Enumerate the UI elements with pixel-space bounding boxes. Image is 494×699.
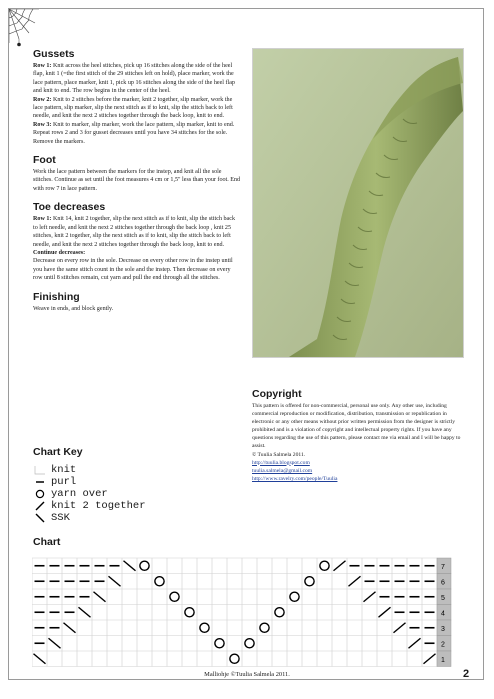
key-label: purl	[51, 476, 77, 488]
gussets-heading: Gussets	[33, 48, 75, 60]
finishing-heading: Finishing	[33, 290, 80, 303]
gussets-text	[33, 62, 241, 146]
yarn-over-mark	[230, 654, 239, 663]
footer-text: Malliohje ©Tuulia Salmela 2011.	[204, 671, 290, 678]
foot-text: Work the lace pattern between the markers for the instep, and knit all the sole stitches. Continue as set until the foot measures 4 cm or 1,5" less than your foot. End with row 7 in lace pattern.	[33, 169, 241, 192]
ssk-mark	[34, 654, 46, 664]
continue-label: Continue decreases:	[33, 249, 86, 256]
key-label: yarn over	[51, 488, 108, 500]
left-column	[33, 48, 241, 321]
yarn-over-mark	[320, 561, 329, 570]
foot-section	[33, 154, 241, 193]
ssk-mark	[109, 576, 121, 586]
yarn-over-mark	[200, 623, 209, 632]
ssk-icon	[33, 513, 47, 523]
yarn-over-mark	[140, 561, 149, 570]
chart-heading: Chart	[33, 536, 61, 548]
toe-row1-text: Knit 14, knit 2 together, slip the next stitch as if to knit, slip the stitch back to left needle, and knit the next 2 stitches together through the back loop , knit 25 stitches, knit 2 together, slip the next stitch as if to knit, slip the stitch back to left needle, and knit the next 2 stitches together through the back loop, knit to end.	[33, 216, 236, 248]
yarn-over-mark	[305, 577, 314, 586]
key-purl	[33, 476, 183, 488]
chart-row-number: 7	[441, 564, 445, 571]
copyright-owner: © Tuulia Salmela 2011.	[252, 451, 306, 458]
chart-row-number: 3	[441, 626, 445, 633]
chart-row-number: 1	[441, 657, 445, 664]
copyright-section	[252, 388, 462, 483]
key-label: SSK	[51, 512, 70, 524]
toe-row1-label: Row 1:	[33, 216, 52, 223]
chart-key	[33, 446, 183, 524]
k2tog-mark	[379, 607, 391, 617]
right-column	[252, 48, 462, 358]
row1-text: Knit across the heel stitches, pick up 16 stitches along the side of the heel flap, knit 1 (=the first stitch of the 29 stitches left on hold), place marker, work the lace pattern, place marker, knit 1, pick up 16 stitches along the side of the heel flap and knit to end. The row begins in the center of the heel.	[33, 63, 235, 95]
key-label: knit	[51, 464, 77, 476]
ssk-mark	[79, 607, 91, 617]
key-knit	[33, 464, 183, 476]
row2-text: Knit to 2 stitches before the marker, knit 2 together, slip marker, work the lace pattern, slip marker, slip the next stitch as if to knit, slip the stitch back to left needle, and knit the next 2 stitches together through the back loop, knit to end.	[33, 96, 233, 120]
finishing-section	[33, 291, 241, 313]
chart-key-heading: Chart Key	[33, 446, 83, 458]
ssk-mark	[49, 638, 61, 648]
yarn-over-mark	[185, 608, 194, 617]
finishing-text: Weave in ends, and block gently.	[33, 305, 114, 312]
toe-text	[33, 215, 241, 282]
yarn-over-mark	[170, 592, 179, 601]
chart-row-number: 6	[441, 579, 445, 587]
ssk-mark	[94, 592, 106, 602]
knit-icon	[33, 465, 47, 475]
chart-row-number: 5	[441, 595, 445, 602]
copyright-heading: Copyright	[252, 388, 302, 400]
chart-row-number: 4	[441, 610, 445, 618]
yarn-over-icon	[33, 489, 47, 499]
sock-photo	[252, 48, 464, 358]
yarn-over-mark	[155, 577, 164, 586]
key-yarn-over	[33, 488, 183, 500]
row1-label: Row 1:	[33, 63, 52, 69]
spider-web-icon	[9, 9, 41, 49]
purl-icon	[33, 477, 47, 487]
yarn-over-mark	[215, 639, 224, 648]
toe-section	[33, 201, 241, 282]
ravelry-link[interactable]: http://www.ravelry.com/people/Tuulia	[252, 475, 338, 482]
k2tog-mark	[424, 654, 436, 664]
yarn-over-mark	[275, 608, 284, 617]
toe-heading: Toe decreases	[33, 201, 106, 214]
row3-label: Row 3:	[33, 121, 52, 128]
row3-text: Knit to marker, slip marker, work the lace pattern, slip marker, knit to end.	[51, 121, 235, 128]
row2-label: Row 2:	[33, 96, 52, 103]
blog-link[interactable]: http://tuulia.blogspot.com	[252, 459, 310, 466]
copyright-text: This pattern is offered for non-commercial, personal use only. Any other use, including commercial reproduction or modification, distribution, transmission or republication in electronic or any other means without prior written permission from the designer is strictly prohibited and is a violation of copyright and intellectual property rights. If you have any questions regarding the use of this pattern, please contact me via email and I will be happy to assist.	[252, 403, 461, 450]
ssk-mark	[64, 623, 76, 633]
k2tog-mark	[349, 576, 361, 586]
k2tog-mark	[334, 561, 346, 571]
repeat-text: Repeat rows 2 and 3 for gusset decreases until you have 34 stitches for the sole. Remove the markers.	[33, 130, 228, 145]
k2tog-mark	[394, 623, 406, 633]
k2tog-mark	[409, 638, 421, 648]
page-number: 2	[463, 668, 470, 680]
gussets-section	[33, 48, 241, 146]
foot-heading: Foot	[33, 154, 56, 167]
continue-text: Decrease on every row in the sole. Decrease on every other row in the instep until you have the same stitch count in the sole and the instep. Then decrease on every row until 8 stitches remain, cut yarn and pull the end through all the stitches.	[33, 258, 233, 282]
lace-chart	[32, 557, 462, 667]
key-k2tog	[33, 500, 183, 512]
yarn-over-mark	[245, 639, 254, 648]
key-label: knit 2 together	[51, 500, 146, 512]
chart-row-number: 2	[441, 641, 445, 649]
key-ssk	[33, 512, 183, 524]
k2tog-mark	[364, 592, 376, 602]
yarn-over-mark	[260, 623, 269, 632]
yarn-over-mark	[290, 592, 299, 601]
k2tog-icon	[33, 501, 47, 511]
ssk-mark	[124, 561, 136, 571]
email-link[interactable]: tuulia.salmela@gmail.com	[252, 467, 313, 474]
